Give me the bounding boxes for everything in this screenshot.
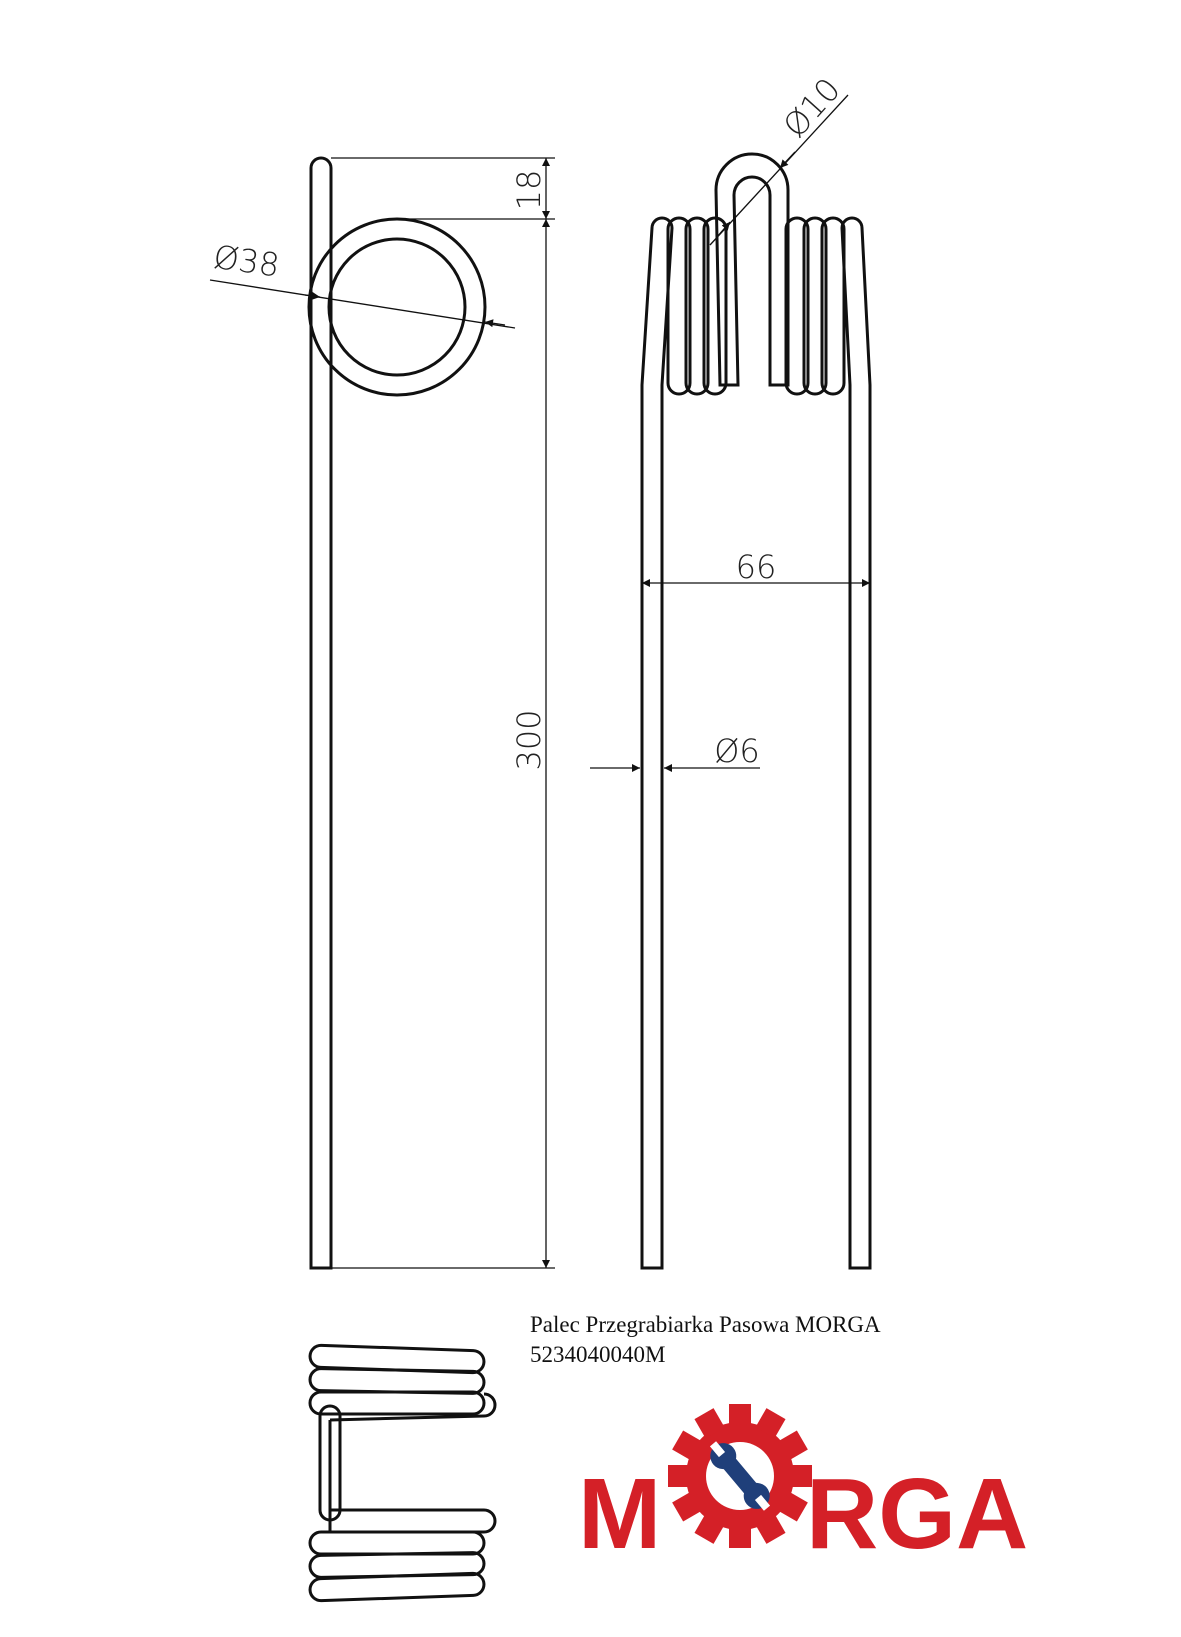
top-view-upper-coil bbox=[310, 1345, 485, 1414]
dim-eye-diameter: Ø10 bbox=[775, 70, 848, 145]
side-view-dimensions bbox=[210, 158, 555, 1268]
side-view bbox=[309, 158, 485, 1268]
dim-wire-diameter: Ø6 bbox=[714, 732, 760, 770]
part-caption bbox=[530, 1310, 881, 1370]
front-view-right-leg bbox=[842, 218, 870, 1268]
dim-loop-diameter: Ø38 bbox=[211, 237, 282, 285]
side-view-loop-inner bbox=[329, 239, 465, 375]
gear-icon bbox=[668, 1404, 812, 1548]
front-view-right-coil bbox=[786, 218, 844, 394]
dim-length: 300 bbox=[510, 709, 548, 771]
part-code: 5234040040M bbox=[530, 1342, 666, 1367]
dim-top-offset: 18 bbox=[510, 169, 548, 211]
logo-letter-m: M bbox=[578, 1458, 662, 1570]
top-view bbox=[310, 1345, 495, 1601]
morga-logo bbox=[578, 1404, 1028, 1570]
front-view-dimensions bbox=[590, 95, 870, 768]
side-view-tine bbox=[311, 158, 331, 1268]
logo-letters-rga: RGA bbox=[806, 1458, 1029, 1570]
top-view-lower-coil bbox=[310, 1532, 485, 1601]
part-title: Palec Przegrabiarka Pasowa MORGA bbox=[530, 1312, 881, 1337]
dim-width: 66 bbox=[735, 548, 777, 586]
front-view bbox=[642, 154, 870, 1268]
side-view-loop-outer bbox=[309, 219, 485, 395]
